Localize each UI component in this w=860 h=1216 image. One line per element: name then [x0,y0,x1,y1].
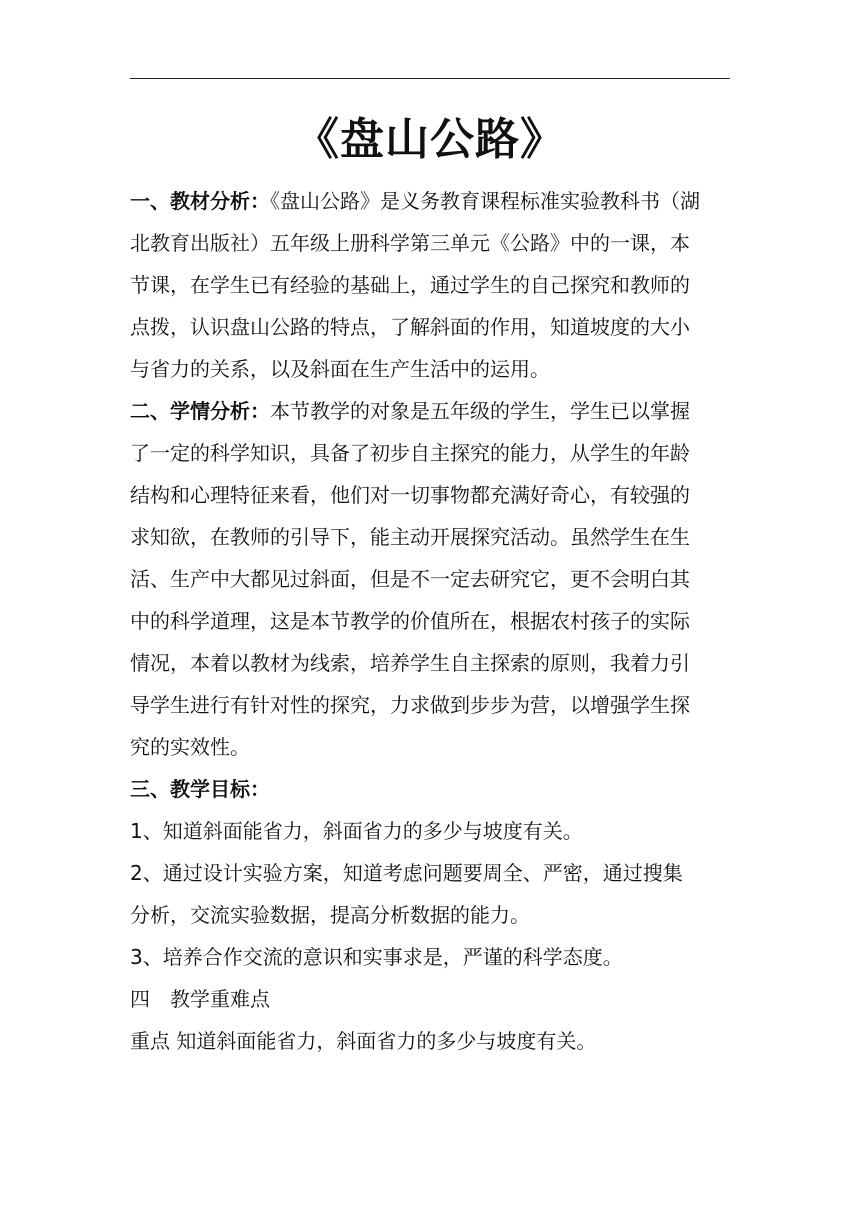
section1-line-1 [130,180,730,222]
section1-text: 《盘山公路》是义务教育课程标准实验教科书（湖 [270,189,700,213]
section2-line-7: 情况，本着以教材为线索，培养学生自主探索的原则，我着力引 [130,651,690,675]
objective-item-1: 1、知道斜面能省力，斜面省力的多少与坡度有关。 [130,819,583,843]
document-body [130,180,730,1062]
section2-text: 本节教学的对象是五年级的学生，学生已以掌握 [270,399,690,423]
section2-line-5: 活、生产中大都见过斜面，但是不一定去研究它，更不会明白其 [130,567,690,591]
section1-line-4: 点拨，认识盘山公路的特点，了解斜面的作用，知道坡度的大小 [130,315,690,339]
document-title: 《盘山公路》 [295,114,565,165]
section2-line-2: 了一定的科学知识，具备了初步自主探究的能力，从学生的年龄 [130,441,690,465]
section1-line-3: 节课，在学生已有经验的基础上，通过学生的自己探究和教师的 [130,273,690,297]
section1-heading: 一、教材分析： [130,189,270,213]
section2-line-3: 结构和心理特征来看，他们对一切事物都充满好奇心，有较强的 [130,483,690,507]
section2-line-4: 求知欲，在教师的引导下，能主动开展探究活动。虽然学生在生 [130,525,690,549]
section3-heading: 三、教学目标： [130,777,270,801]
section2-line-8: 导学生进行有针对性的探究，力求做到步步为营，以增强学生探 [130,693,690,717]
section4-heading: 四 教学重难点 [130,987,270,1011]
objective-item-2: 2、通过设计实验方案，知道考虑问题要周全、严密，通过搜集 [130,861,683,885]
section2-heading: 二、学情分析： [130,399,270,423]
document-page [130,0,730,1216]
header-rule [130,78,730,79]
section1-line-2: 北教育出版社）五年级上册科学第三单元《公路》中的一课，本 [130,231,690,255]
section1-line-5: 与省力的关系，以及斜面在生产生活中的运用。 [130,357,550,381]
section2-line-6: 中的科学道理，这是本节教学的价值所在，根据农村孩子的实际 [130,609,690,633]
section2-line-9: 究的实效性。 [130,735,250,759]
objective-item-3: 3、培养合作交流的意识和实事求是，严谨的科学态度。 [130,945,623,969]
section2-line-1 [130,390,730,432]
focus-point: 重点 知道斜面能省力，斜面省力的多少与坡度有关。 [130,1029,597,1053]
objective-item-2-cont: 分析，交流实验数据，提高分析数据的能力。 [130,903,530,927]
